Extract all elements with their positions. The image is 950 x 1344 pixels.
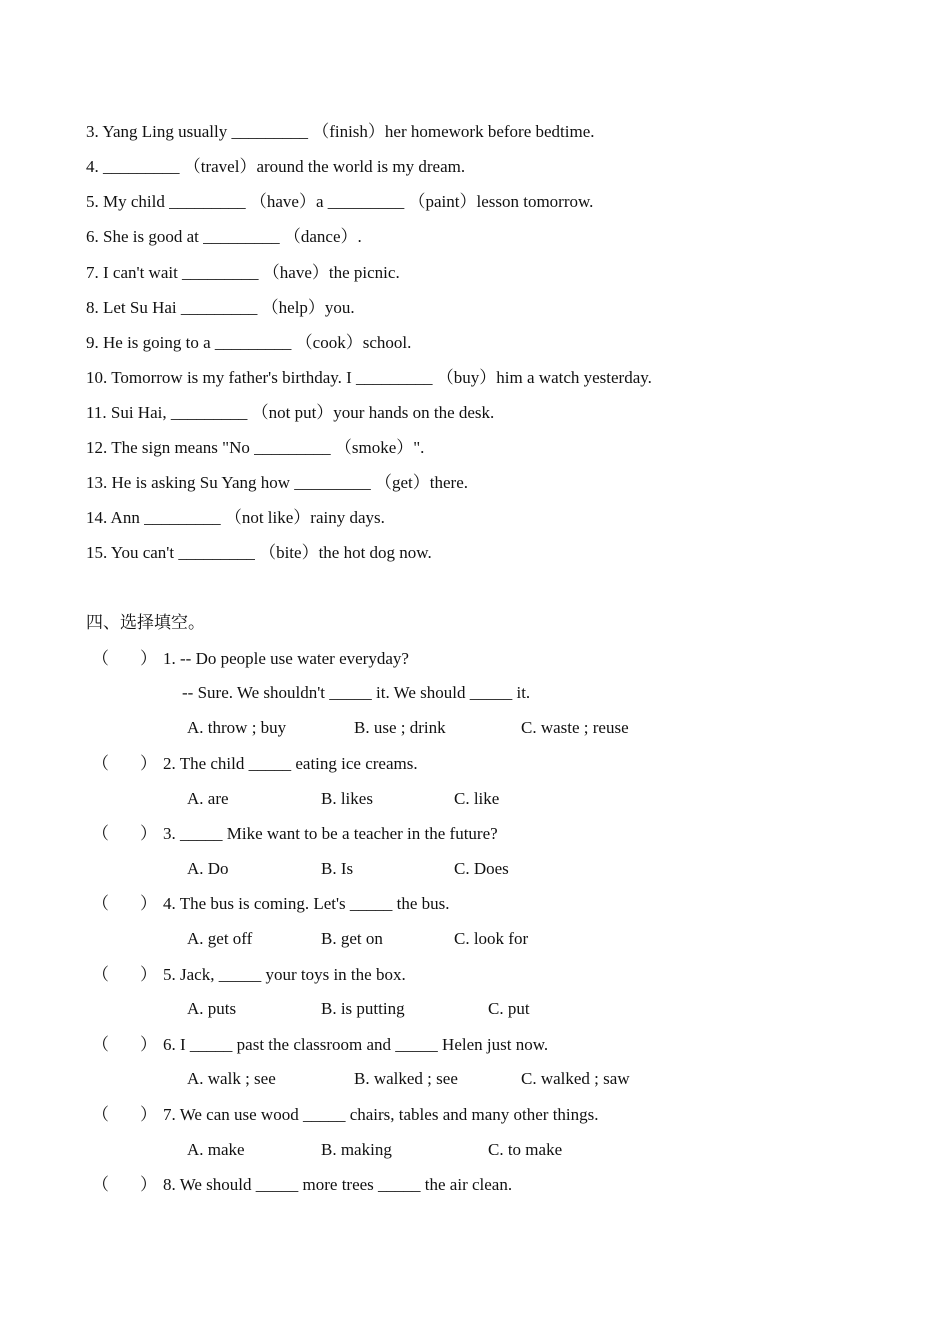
fill-item-5: 5. My child _________ （have）a _________ （paint）lesson tomorrow. <box>86 192 594 211</box>
answer-paren-open: （ <box>92 824 109 843</box>
option-b: B. is putting <box>321 999 405 1018</box>
option-c: C. waste ; reuse <box>521 718 629 737</box>
answer-paren-open: （ <box>92 1175 109 1194</box>
option-c: C. look for <box>454 929 529 948</box>
fill-item-7: 7. I can't wait _________ （have）the picnic. <box>86 263 400 282</box>
option-a: A. throw ; buy <box>187 718 287 737</box>
question-stem: 2. The child _____ eating ice creams. <box>163 754 418 773</box>
question-stem: 5. Jack, _____ your toys in the box. <box>163 965 406 984</box>
option-a: A. are <box>187 789 229 808</box>
fill-item-9: 9. He is going to a _________ （cook）school. <box>86 333 412 352</box>
answer-paren-close: ） <box>140 1105 157 1124</box>
option-a: A. Do <box>187 859 229 878</box>
option-b: B. get on <box>321 929 383 948</box>
question-stem: 3. _____ Mike want to be a teacher in the future? <box>163 824 498 843</box>
option-b: B. use ; drink <box>354 718 446 737</box>
answer-paren-close: ） <box>140 649 157 668</box>
option-a: A. walk ; see <box>187 1069 276 1088</box>
section-title: 四、选择填空。 <box>86 613 205 633</box>
fill-item-13: 13. He is asking Su Yang how _________ （get）there. <box>86 473 469 492</box>
answer-paren-open: （ <box>92 649 109 668</box>
question-stem: 4. The bus is coming. Let's _____ the bus. <box>163 894 450 913</box>
fill-item-12: 12. The sign means "No _________ （smoke）". <box>86 438 425 457</box>
answer-paren-open: （ <box>92 754 109 773</box>
option-c: C. walked ; saw <box>521 1069 630 1088</box>
fill-item-3: 3. Yang Ling usually _________ （finish）her homework before bedtime. <box>86 122 595 141</box>
fill-item-4: 4. _________ （travel）around the world is my dream. <box>86 157 466 176</box>
question-stem: 6. I _____ past the classroom and _____ Helen just now. <box>163 1035 549 1054</box>
option-a: A. puts <box>187 999 237 1018</box>
answer-paren-close: ） <box>140 1035 157 1054</box>
answer-paren-close: ） <box>140 754 157 773</box>
fill-item-6: 6. She is good at _________ （dance）. <box>86 227 362 246</box>
option-a: A. make <box>187 1140 245 1159</box>
option-c: C. to make <box>488 1140 563 1159</box>
option-c: C. put <box>488 999 530 1018</box>
fill-item-15: 15. You can't _________ （bite）the hot dog now. <box>86 543 432 562</box>
fill-item-14: 14. Ann _________ （not like）rainy days. <box>86 508 385 527</box>
question-stem: 8. We should _____ more trees _____ the air clean. <box>163 1175 513 1194</box>
option-c: C. like <box>454 789 500 808</box>
answer-paren-open: （ <box>92 965 109 984</box>
answer-paren-open: （ <box>92 1105 109 1124</box>
answer-paren-open: （ <box>92 894 109 913</box>
question-stem: 7. We can use wood _____ chairs, tables and many other things. <box>163 1105 599 1124</box>
option-b: B. making <box>321 1140 392 1159</box>
option-b: B. walked ; see <box>354 1069 458 1088</box>
option-b: B. likes <box>321 789 373 808</box>
fill-item-8: 8. Let Su Hai _________ （help）you. <box>86 298 355 317</box>
fill-item-11: 11. Sui Hai, _________ （not put）your hands on the desk. <box>86 403 495 422</box>
option-b: B. Is <box>321 859 354 878</box>
question-stem-continued: -- Sure. We shouldn't _____ it. We should _____ it. <box>182 683 531 702</box>
answer-paren-close: ） <box>140 965 157 984</box>
option-a: A. get off <box>187 929 253 948</box>
question-stem: 1. -- Do people use water everyday? <box>163 649 409 668</box>
option-c: C. Does <box>454 859 509 878</box>
answer-paren-close: ） <box>140 894 157 913</box>
answer-paren-close: ） <box>140 1175 157 1194</box>
answer-paren-open: （ <box>92 1035 109 1054</box>
fill-item-10: 10. Tomorrow is my father's birthday. I _________ （buy）him a watch yesterday. <box>86 368 652 387</box>
answer-paren-close: ） <box>140 824 157 843</box>
